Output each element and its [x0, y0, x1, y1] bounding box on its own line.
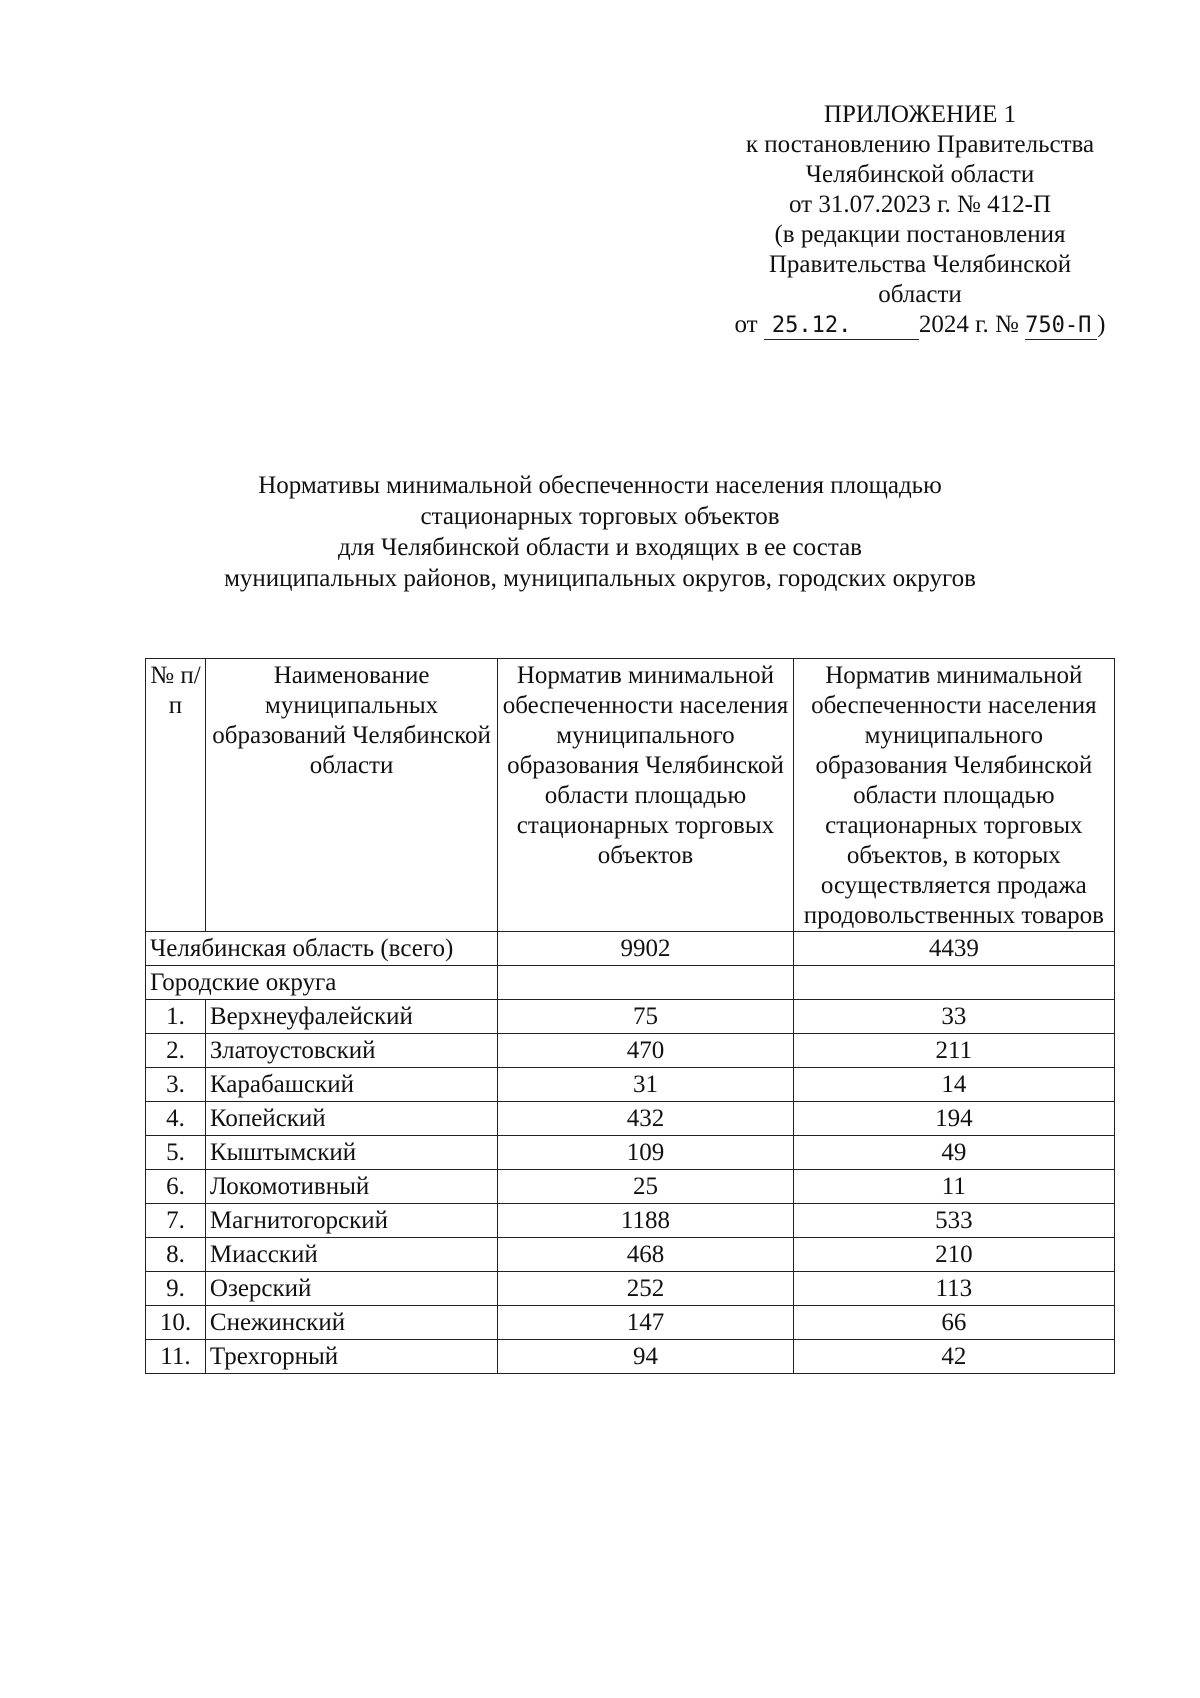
norms-table: [145, 658, 1115, 1374]
title-line-3: для Челябинской области и входящих в ее состав: [338, 534, 862, 561]
row-number: 8.: [146, 1238, 206, 1272]
table-row: [146, 1068, 1115, 1102]
row-number: 9.: [146, 1272, 206, 1306]
row-number: 3.: [146, 1068, 206, 1102]
row-norm-food: 210: [793, 1238, 1114, 1272]
row-norm-total: 75: [498, 1000, 793, 1034]
handwritten-number: 750-П: [1025, 313, 1097, 340]
row-number: 6.: [146, 1170, 206, 1204]
row-norm-total: 432: [498, 1102, 793, 1136]
row-number: 4.: [146, 1102, 206, 1136]
row-number: 10.: [146, 1306, 206, 1340]
group-empty-cell: [793, 966, 1114, 1000]
row-norm-food: 211: [793, 1034, 1114, 1068]
row-norm-total: 147: [498, 1306, 793, 1340]
appendix-line-3: от 31.07.2023 г. № 412-П: [788, 191, 1051, 218]
table-row: [146, 1000, 1115, 1034]
header-name: Наименование муниципальных образований Челябинской области: [205, 659, 497, 932]
group-row: [146, 966, 1115, 1000]
table-row: [146, 1204, 1115, 1238]
row-norm-food: 42: [793, 1340, 1114, 1374]
row-norm-total: 1188: [498, 1204, 793, 1238]
row-norm-total: 94: [498, 1340, 793, 1374]
row-norm-food: 66: [793, 1306, 1114, 1340]
table-row: [146, 1102, 1115, 1136]
row-norm-food: 33: [793, 1000, 1114, 1034]
row-norm-total: 252: [498, 1272, 793, 1306]
handwritten-date: 25.12.: [764, 313, 919, 340]
row-name: Карабашский: [205, 1068, 497, 1102]
header-norm-total: Норматив минимальной обеспеченности населения муниципального образования Челябинской области площадью стационарных торговых объектов: [498, 659, 793, 932]
row-norm-total: 31: [498, 1068, 793, 1102]
group-label: Городские округа: [146, 966, 498, 1000]
row-name: Локомотивный: [205, 1170, 497, 1204]
table-row: [146, 1340, 1115, 1374]
table-header-row: [146, 659, 1115, 932]
appendix-title: ПРИЛОЖЕНИЕ 1: [823, 101, 1017, 128]
table-row: [146, 1170, 1115, 1204]
row-norm-food: 49: [793, 1136, 1114, 1170]
row-norm-food: 113: [793, 1272, 1114, 1306]
appendix-line-6: области: [878, 281, 962, 308]
group-empty-cell: [498, 966, 793, 1000]
title-line-2: стационарных торговых объектов: [420, 503, 780, 530]
sign-prefix: от: [734, 311, 758, 338]
amendment-signature-line: [700, 310, 1140, 340]
row-norm-food: 533: [793, 1204, 1114, 1238]
row-number: 7.: [146, 1204, 206, 1238]
row-name: Снежинский: [205, 1306, 497, 1340]
row-norm-total: 25: [498, 1170, 793, 1204]
header-num: № п/п: [146, 659, 206, 932]
row-norm-food: 194: [793, 1102, 1114, 1136]
appendix-line-2: Челябинской области: [805, 161, 1035, 188]
row-norm-food: 14: [793, 1068, 1114, 1102]
sign-year: 2024 г. №: [918, 311, 1019, 338]
row-name: Трехгорный: [205, 1340, 497, 1374]
appendix-line-1: к постановлению Правительства: [745, 131, 1095, 158]
total-norm-total: 9902: [498, 932, 793, 966]
row-name: Златоустовский: [205, 1034, 497, 1068]
row-name: Верхнеуфалейский: [205, 1000, 497, 1034]
row-norm-food: 11: [793, 1170, 1114, 1204]
total-label: Челябинская область (всего): [146, 932, 498, 966]
table-body: [146, 932, 1115, 1374]
header-norm-food: Норматив минимальной обеспеченности населения муниципального образования Челябинской области площадью стационарных торговых объектов, в которых осуществляется продажа продовольственных товаров: [793, 659, 1114, 932]
table-row: [146, 1306, 1115, 1340]
row-number: 1.: [146, 1000, 206, 1034]
title-line-4: муниципальных районов, муниципальных округов, городских округов: [224, 565, 976, 592]
table-row: [146, 1238, 1115, 1272]
total-row: [146, 932, 1115, 966]
row-norm-total: 109: [498, 1136, 793, 1170]
row-number: 5.: [146, 1136, 206, 1170]
row-number: 2.: [146, 1034, 206, 1068]
table-row: [146, 1034, 1115, 1068]
table-row: [146, 1136, 1115, 1170]
row-norm-total: 468: [498, 1238, 793, 1272]
appendix-block: [700, 100, 1140, 340]
total-norm-food: 4439: [793, 932, 1114, 966]
title-line-1: Нормативы минимальной обеспеченности населения площадью: [258, 472, 942, 499]
row-name: Магнитогорский: [205, 1204, 497, 1238]
row-name: Миасский: [205, 1238, 497, 1272]
row-number: 11.: [146, 1340, 206, 1374]
appendix-line-4: (в редакции постановления: [774, 221, 1066, 248]
document-title: [100, 470, 1100, 594]
appendix-line-5: Правительства Челябинской: [768, 251, 1072, 278]
table-row: [146, 1272, 1115, 1306]
row-name: Копейский: [205, 1102, 497, 1136]
row-norm-total: 470: [498, 1034, 793, 1068]
row-name: Озерский: [205, 1272, 497, 1306]
sign-suffix: ): [1097, 311, 1106, 338]
row-name: Кыштымский: [205, 1136, 497, 1170]
